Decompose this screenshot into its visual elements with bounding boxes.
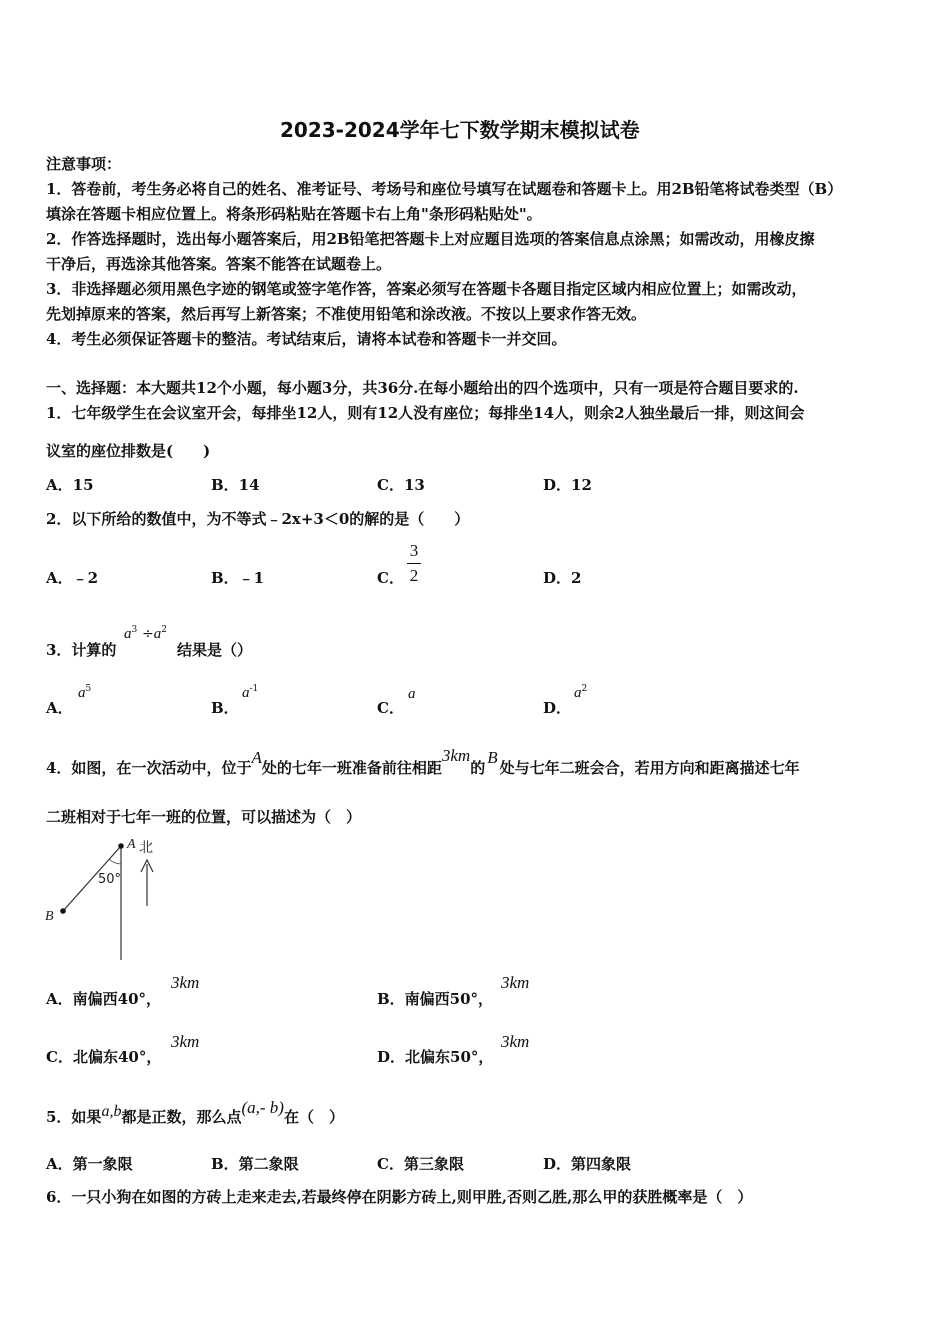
fraction-denominator: 2: [409, 566, 419, 585]
q2-option-c: C．: [377, 569, 404, 587]
q3-option-b-exponent: -1: [249, 684, 259, 694]
section-heading: 一、选择题：本大题共12个小题，每小题3分，共36分.在每小题给出的四个选项中，只有一项是符合题目要求的.: [46, 379, 799, 397]
q4-figure-point-a: [118, 843, 124, 849]
q3-option-d-exponent: 2: [581, 684, 588, 694]
notice-line-6: 先划掉原来的答案，然后再写上新答案；不准使用铅笔和涂改液。不按以上要求作答无效。: [46, 305, 647, 323]
q3-option-d-base: a: [574, 685, 582, 701]
q3-option-b-base: a: [242, 685, 250, 701]
q3-option-c-expr: [408, 684, 416, 703]
fraction-numerator: 3: [409, 541, 419, 560]
q5-option-c: C．第三象限: [377, 1155, 464, 1173]
q4-distance: 3km: [441, 746, 471, 765]
q4-line-2: 二班相对于七年一班的位置，可以描述为（ ）: [46, 808, 362, 826]
q4-option-c-distance: 3km: [171, 1032, 200, 1051]
q3-divide-sign: ÷: [142, 626, 154, 642]
q6-stem: 6．一只小狗在如图的方砖上走来走去,若最终停在阴影方砖上,则甲胜,否则乙胜,那么甲的获胜概率是（ ）: [46, 1188, 753, 1206]
notice-line-2: 填涂在答题卡相应位置上。将条形码粘贴在答题卡右上角"条形码粘贴处"。: [46, 205, 542, 223]
q4-text-part-4: 处与七年二班会合，若用方向和距离描述七年: [499, 759, 800, 777]
notice-line-7: 4．考生必须保证答题卡的整洁。考试结束后，请将本试卷和答题卡一并交回。: [46, 330, 567, 348]
q2-option-b: B．﹣1: [211, 569, 265, 587]
q4-figure-angle-label: 50°: [98, 872, 122, 887]
q1-option-d: D．12: [543, 476, 592, 494]
q4-option-b-distance: 3km: [501, 973, 530, 992]
q2-stem: 2．以下所给的数值中，为不等式﹣2x+3＜0的解的是（ ）: [46, 510, 470, 528]
q3-expression: [124, 624, 167, 643]
notice-heading: 注意事项：: [46, 155, 122, 173]
q4-figure-north-label: 北: [139, 840, 153, 856]
q5-point: (a,- b): [241, 1098, 284, 1117]
q5-text-part-1: 5．如果: [46, 1108, 102, 1126]
q5-text-part-2: 都是正数，那么点: [121, 1108, 242, 1126]
q1-option-b: B．14: [211, 476, 260, 494]
notice-line-1: 1．答卷前，考生务必将自己的姓名、准考证号、考场号和座位号填写在试题卷和答题卡上。用2B铅笔将试卷类型（B）: [46, 180, 843, 198]
q4-text-part-1: 4．如图，在一次活动中，位于: [46, 759, 252, 777]
q4-line-1: [46, 746, 800, 778]
q5-variables: a,b: [101, 1103, 122, 1120]
q4-option-b-text: B．南偏西50°，: [377, 990, 494, 1008]
q2-option-a: A．﹣2: [46, 569, 99, 587]
q3-option-b-label: B．: [211, 699, 239, 717]
q3-exponent-1: 3: [131, 625, 138, 635]
q3-base-2: a: [153, 626, 162, 642]
q3-option-d-expr: [574, 683, 587, 702]
q4-figure-angle-arc: [109, 859, 121, 864]
q4-option-c: [46, 1046, 161, 1067]
q4-point-a: A: [251, 748, 262, 767]
q1-option-a: A．15: [46, 476, 94, 494]
q1-line-2: 议室的座位排数是( ): [46, 442, 211, 460]
q4-option-a: [46, 988, 161, 1009]
q4-figure: [40, 834, 170, 964]
q4-text-part-2: 处的七年一班准备前往相距: [261, 759, 442, 777]
q4-point-b: B: [487, 748, 498, 767]
q5-option-b: B．第二象限: [211, 1155, 299, 1173]
fraction-bar: [407, 563, 421, 564]
q3-option-c-label: C．: [377, 699, 404, 717]
q4-option-d-text: D．北偏东50°，: [377, 1048, 494, 1066]
notice-line-3: 2．作答选择题时，选出每小题答案后，用2B铅笔把答题卡上对应题目选项的答案信息点涂黑；如需改动，用橡皮擦: [46, 230, 815, 248]
notice-line-5: 3．非选择题必须用黑色字迹的钢笔或签字笔作答，答案必须写在答题卡各题目指定区域内相应位置上；如需改动，: [46, 280, 807, 298]
q3-base-1: a: [124, 626, 132, 642]
q4-figure-label-b: B: [45, 909, 54, 924]
q4-figure-point-b: [60, 908, 66, 914]
q5-option-d: D．第四象限: [543, 1155, 632, 1173]
q4-option-a-text: A．南偏西40°，: [46, 990, 162, 1008]
q3-option-b-expr: [242, 683, 258, 702]
q1-option-c: C．13: [377, 476, 425, 494]
q3-option-c-base: a: [408, 686, 416, 702]
q5-text-part-3: 在（ ）: [283, 1108, 344, 1126]
q2-option-d: D．2: [543, 569, 582, 587]
q4-text-part-3: 的: [470, 759, 486, 777]
q3-exponent-2: 2: [161, 625, 167, 635]
q3-option-a-base: a: [78, 685, 86, 701]
q4-option-a-distance: 3km: [171, 973, 200, 992]
q2-fraction: [407, 541, 421, 586]
q1-line-1: 1．七年级学生在会议室开会，每排坐12人，则有12人没有座位；每排坐14人，则余2人独坐最后一排，则这间会: [46, 404, 805, 422]
notice-line-4: 干净后，再选涂其他答案。答案不能答在试题卷上。: [46, 255, 392, 273]
page-title: 2023-2024学年七下数学期末模拟试卷: [280, 118, 640, 142]
q3-option-a-label: A．: [46, 699, 73, 717]
q5-stem: [46, 1098, 344, 1127]
q5-option-a: A．第一象限: [46, 1155, 133, 1173]
q4-option-d-distance: 3km: [501, 1032, 530, 1051]
q4-option-c-text: C．北偏东40°，: [46, 1048, 162, 1066]
q3-stem-pre: 3．计算的: [46, 641, 117, 659]
q3-stem-post: 结果是（）: [177, 641, 253, 659]
q4-figure-label-a: A: [127, 837, 136, 852]
q3-option-d-label: D．: [543, 699, 572, 717]
q3-option-a-exponent: 5: [85, 684, 92, 694]
q4-option-d: [377, 1046, 493, 1067]
q3-option-a-expr: [78, 683, 91, 702]
q4-option-b: [377, 988, 493, 1009]
